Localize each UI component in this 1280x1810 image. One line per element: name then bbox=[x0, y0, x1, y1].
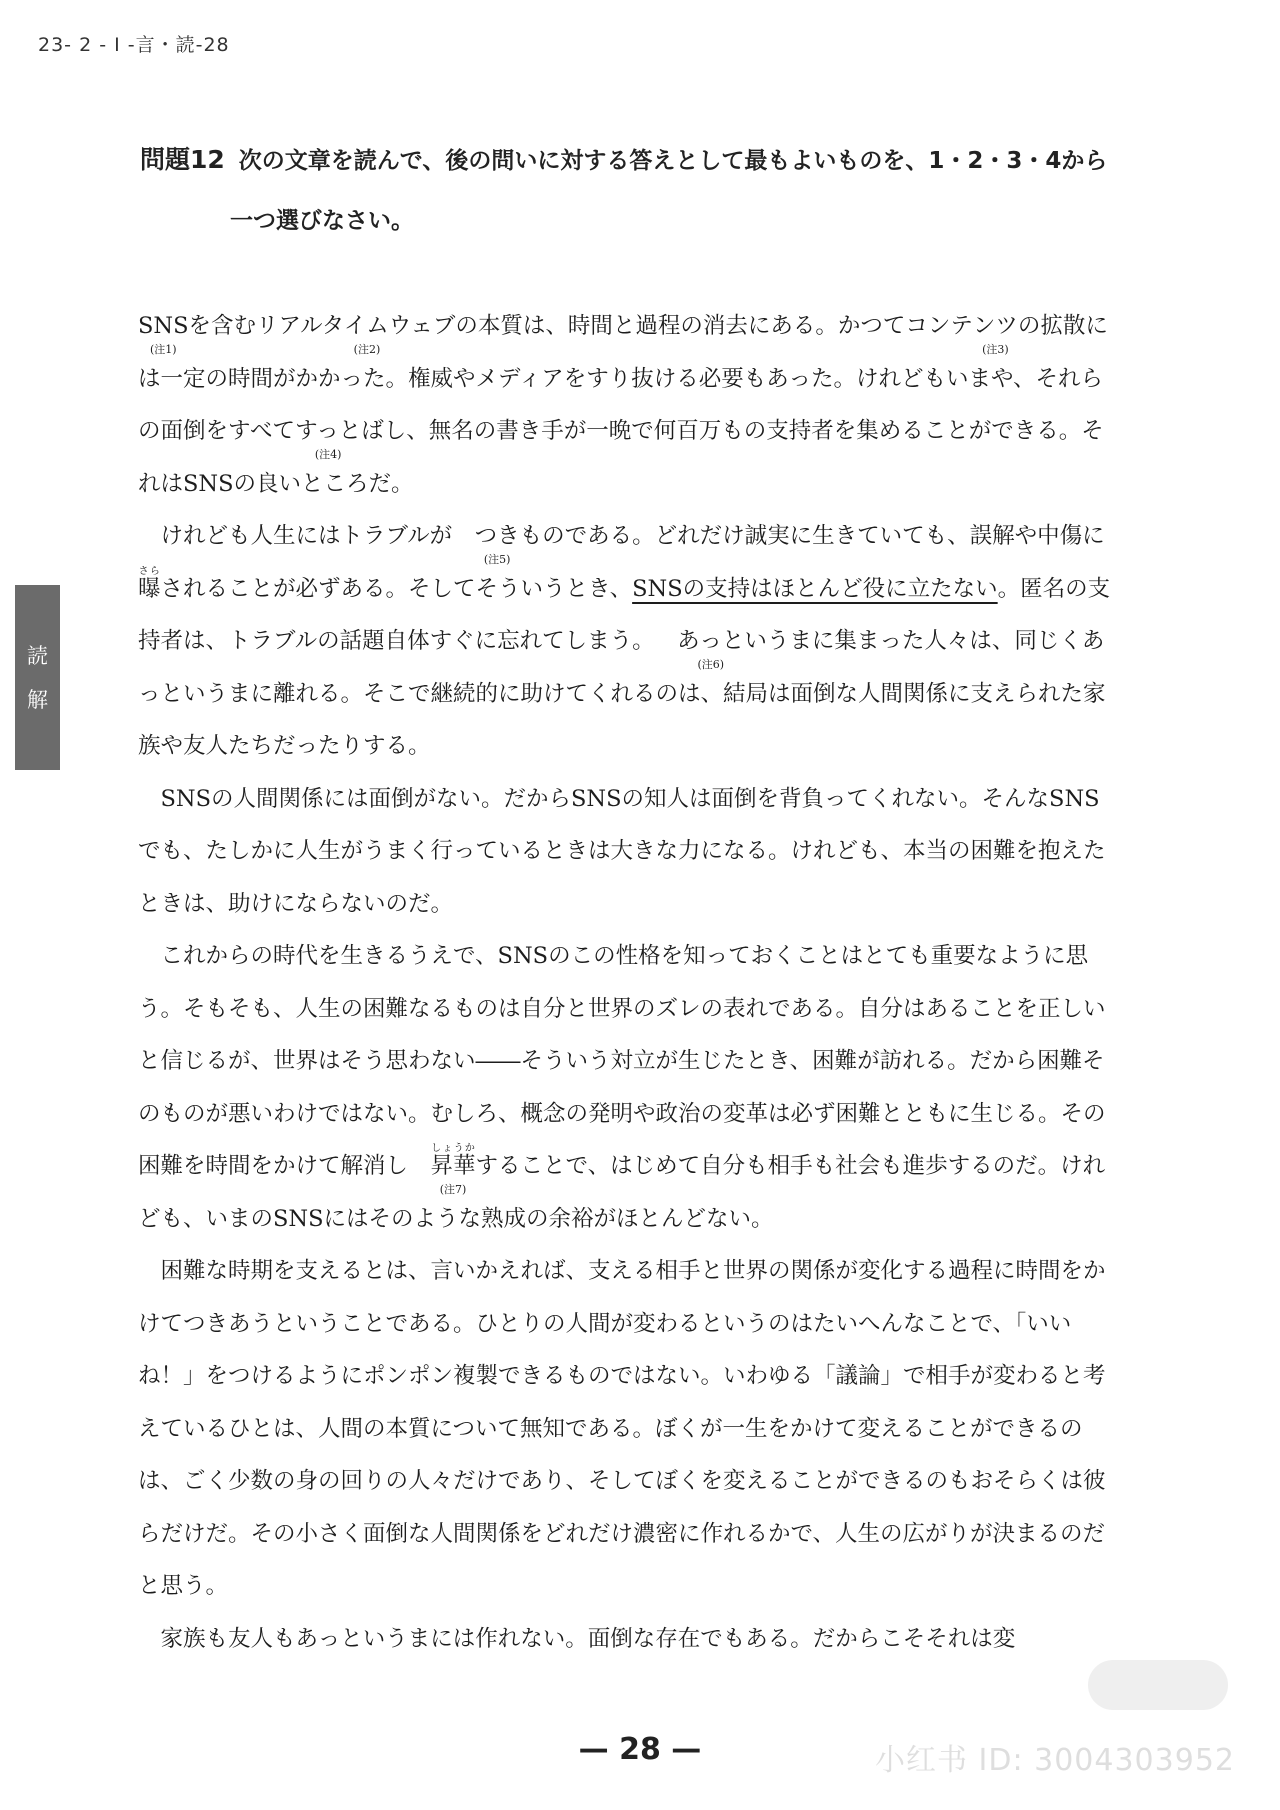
paragraph-6: 家族も友人もあっというまには作れない。面倒な存在でもある。だからこそそれは変 bbox=[160, 1625, 1016, 1652]
note-marker-2: (注2) bbox=[353, 343, 381, 356]
question-line-2: 一つ選びなさい。 bbox=[230, 208, 414, 234]
term-atto: あっと (注6) bbox=[655, 615, 745, 668]
note-marker-5: (注5) bbox=[483, 553, 511, 566]
question-line-1: 次の文章を読んで、後の問いに対する答えとして最もよいものを、1・2・3・4から bbox=[238, 148, 1108, 174]
paragraph-2: けれども人生にはトラブルが つき (注5) ものである。どれだけ誠実に生きていても、誤解や中傷に曝さらされることが必ずある。そしてそういうとき、SNSの支持はほとんど役に立たない。匿名の支持者は、トラブルの話題自体すぐに忘れてしまう。 あっと (注6) いうまに集まった人々は、同じくあっというまに離れる。そこで継続的に助けてくれるのは、結局は面倒な人間関係に支えられた家族や友人たちだったりする。 bbox=[138, 510, 1118, 773]
term-shouka bbox=[408, 1140, 476, 1196]
term-sns: SNS (注1) bbox=[138, 300, 189, 353]
note-marker-4: (注4) bbox=[314, 448, 342, 461]
question-instruction bbox=[140, 140, 1120, 235]
section-tab-char-2: 解 bbox=[27, 688, 48, 712]
watermark-badge bbox=[1088, 1660, 1228, 1710]
reading-passage bbox=[138, 300, 1118, 1665]
question-label: 問題12 bbox=[140, 145, 225, 174]
term-tsuki: つき (注5) bbox=[452, 510, 520, 563]
paragraph-3: SNSの人間関係には面倒がない。だからSNSの知人は面倒を背負ってくれない。そんなSNSでも、たしかに人生がうまく行っているときは大きな力になる。けれども、本当の困難を抱えたときは、助けにならないのだ。 bbox=[138, 785, 1106, 917]
term-contents: ンツ (注3) bbox=[973, 300, 1018, 353]
exam-code: 23- 2 - I -言・読-28 bbox=[38, 34, 230, 56]
ruby-sarasu: 曝さら bbox=[138, 565, 161, 602]
watermark-text: 小红书 ID: 3004303952 bbox=[875, 1743, 1235, 1778]
paragraph-1: SNS (注1) を含むリアルタイムウェブ (注2) の本質は、時間と過程の消去にある。かつてコンテンツ (注3) の拡散には一定の時間がかかった。権威やメディアをすり抜ける必要もあった。けれどもいまや、それらの面倒をすべてすっと (注4) ばし、無名の書き手が一晩で何百万もの支持者を集めることができる。それはSNSの良いところだ。 bbox=[138, 300, 1118, 510]
page-number: — 28 — bbox=[578, 1732, 702, 1767]
paragraph-4: これからの時代を生きるうえで、SNSのこの性格を知っておくことはとても重要なように思う。そもそも、人生の困難なるものは自分と世界のズレの表れである。自分はあることを正しいと信じるが、世界はそう思わない――そういう対立が生じたとき、困難が訪れる。だから困難そのものが悪いわけではない。むしろ、概念の発明や政治の変革は必ず困難とともに生じる。その困難を時間をかけて解消し 昇華しょうか (注7) することで、はじめて自分も相手も社会も進歩するのだ。けれども、いまのSNSにはそのような熟成の余裕がほとんどない。 bbox=[138, 943, 1106, 1232]
section-tab-reading bbox=[15, 585, 60, 770]
paragraph-5: 困難な時期を支えるとは、言いかえれば、支える相手と世界の関係が変化する過程に時間をかけてつきあうということである。ひとりの人間が変わるというのはたいへんなことで、「いいね！」をつけるようにポンポン複製できるものではない。いわゆる「議論」で相手が変わると考えているひとは、人間の本質について無知である。ぼくが一生をかけて変えることができるのは、ごく少数の身の回りの人々だけであり、そしてぼくを変えることができるのもおそらくは彼らだけだ。その小さく面倒な人間関係をどれだけ濃密に作れるかで、人生の広がりが決まるのだと思う。 bbox=[138, 1258, 1106, 1599]
term-sutto: すっと (注4) bbox=[295, 405, 361, 458]
underlined-phrase: SNSの支持はほとんど役に立たない bbox=[632, 575, 998, 602]
note-marker-7: (注7) bbox=[439, 1183, 467, 1196]
ruby-shouka: 昇華しょうか bbox=[430, 1143, 476, 1179]
note-marker-1: (注1) bbox=[149, 343, 177, 356]
term-realtime-web: アルタイムウェブ (注2) bbox=[279, 300, 456, 353]
note-marker-3: (注3) bbox=[982, 343, 1009, 356]
section-tab-char-1: 読 bbox=[27, 644, 48, 668]
note-marker-6: (注6) bbox=[697, 658, 725, 671]
